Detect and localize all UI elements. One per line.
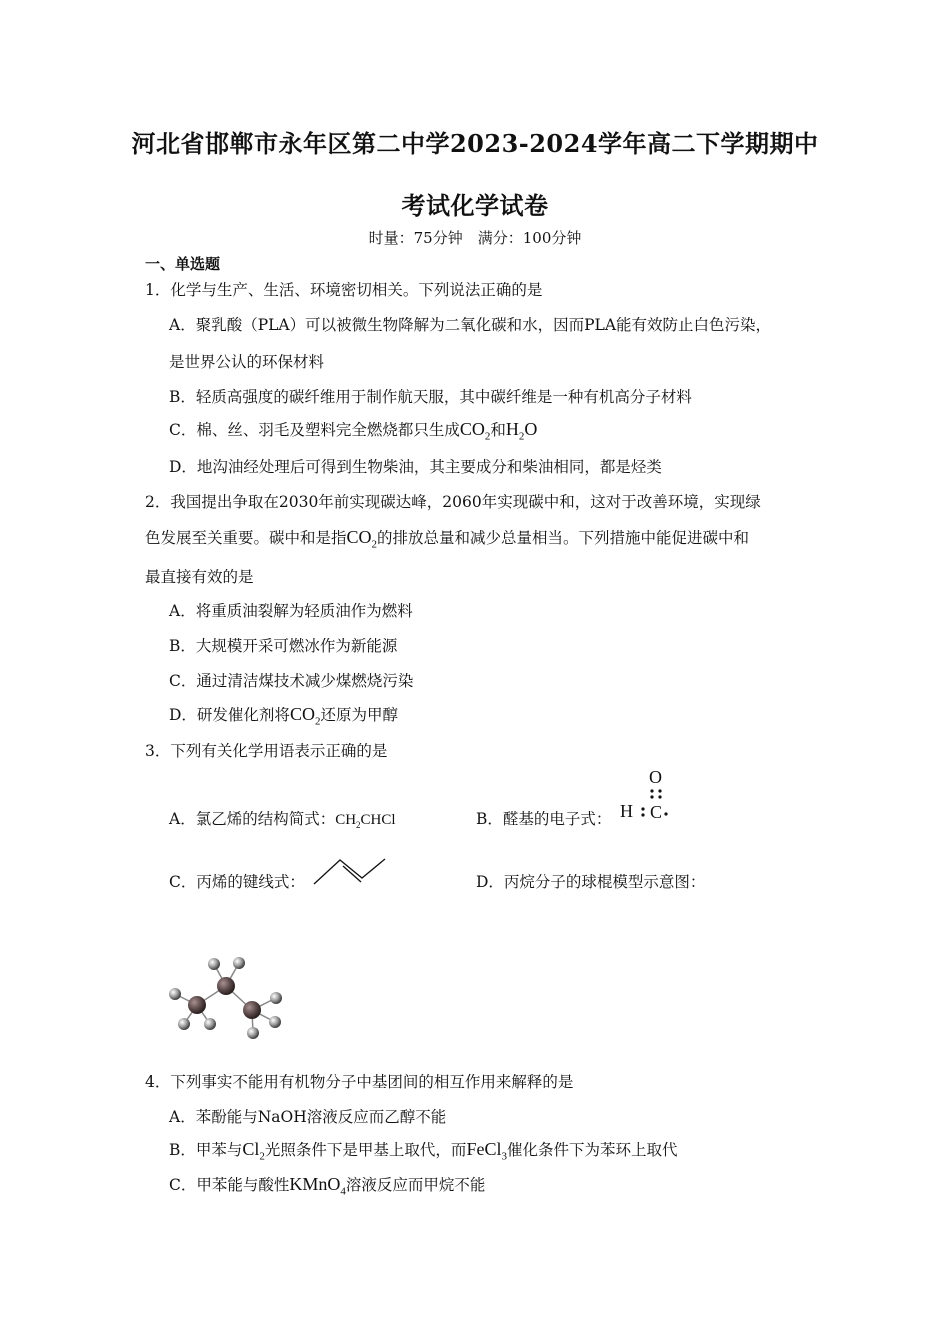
q3-option-d: D．丙烷分子的球棍模型示意图： — [476, 873, 706, 891]
q3-option-a: A．氯乙烯的结构简式：$CH_2CHCl$ — [169, 810, 396, 830]
exam-info: 时量：75分钟 满分：100分钟 — [368, 229, 582, 247]
section-heading: 一、单选题 — [145, 255, 221, 273]
q1-option-d: D．地沟油经处理后可得到生物柴油，其主要成分和柴油相同，都是烃类 — [169, 458, 662, 476]
q4-option-c: C．甲苯能与酸性KMnO$_4$溶液反应而甲烷不能 — [169, 1174, 486, 1198]
q2-option-d: D．研发催化剂将$CO_2$还原为甲醇 — [169, 704, 398, 728]
formula-h2o: $H_2O$ — [505, 419, 538, 443]
formula-fecl3: FeCl$_3$ — [466, 1139, 507, 1163]
q4-option-a: A．苯酚能与NaOH溶液反应而乙醇不能 — [169, 1108, 447, 1126]
q3-option-c: C．丙烯的键线式： — [169, 873, 305, 891]
propene-skeletal-formula — [312, 855, 392, 889]
q3-stem: 3．下列有关化学用语表示正确的是 — [145, 742, 388, 760]
q2-stem-line3: 最直接有效的是 — [145, 568, 254, 586]
formula-cl2: $Cl_2$ — [242, 1139, 265, 1163]
q2-stem-line2: 色发展至关重要。碳中和是指$CO_2$的排放总量和减少总量相当。下列措施中能促进碳中和 — [145, 527, 750, 551]
formula-kmno4: KMnO$_4$ — [289, 1174, 346, 1198]
q2-option-c: C．通过清洁煤技术减少煤燃烧污染 — [169, 672, 414, 690]
q1-option-c — [169, 418, 537, 443]
formula-co2: $CO_2$ — [346, 527, 378, 551]
electron-dots — [612, 765, 682, 825]
document-title-line1: 河北省邯郸市永年区第二中学2023-2024学年高二下学期期中 — [131, 129, 819, 158]
q1-stem: 1．化学与生产、生活、环境密切相关。下列说法正确的是 — [145, 281, 543, 299]
document-title-line2: 考试化学试卷 — [401, 191, 549, 220]
q2-option-b: B．大规模开采可燃冰作为新能源 — [169, 637, 398, 655]
propane-ball-stick-model — [162, 950, 292, 1050]
aldehyde-electron-formula — [612, 765, 682, 825]
q2-option-a: A．将重质油裂解为轻质油作为燃料 — [169, 602, 413, 620]
q4-option-b: B．甲苯与$Cl_2$光照条件下是甲基上取代，而FeCl$_3$催化条件下为苯环上取代 — [169, 1139, 678, 1163]
q1-option-c-text: C．棉、丝、羽毛及塑料完全燃烧都只生成 — [169, 421, 460, 439]
aldehyde-carbon: C — [650, 802, 663, 822]
q1-option-b: B．轻质高强度的碳纤维用于制作航天服，其中碳纤维是一种有机高分子材料 — [169, 388, 692, 406]
q1-option-a-line1: A．聚乳酸（PLA）可以被微生物降解为二氧化碳和水，因而PLA能有效防止白色污染， — [169, 316, 772, 334]
q2-stem-line1: 2．我国提出争取在2030年前实现碳达峰，2060年实现碳中和，这对于改善环境，实现绿 — [145, 493, 761, 511]
aldehyde-oxygen: O — [649, 767, 662, 787]
q1-option-c-and: 和 — [490, 421, 506, 439]
formula-ch2chcl: $CH_2CHCl$ — [335, 812, 396, 830]
formula-co2: $CO_2$ — [289, 704, 321, 728]
q3-option-b: B．醛基的电子式： — [476, 810, 612, 828]
q4-stem: 4．下列事实不能用有机物分子中基团间的相互作用来解释的是 — [145, 1073, 574, 1091]
formula-co2: $CO_2$ — [459, 419, 491, 443]
aldehyde-hydrogen: H — [620, 801, 633, 821]
q1-option-a-line2: 是世界公认的环保材料 — [169, 353, 325, 371]
